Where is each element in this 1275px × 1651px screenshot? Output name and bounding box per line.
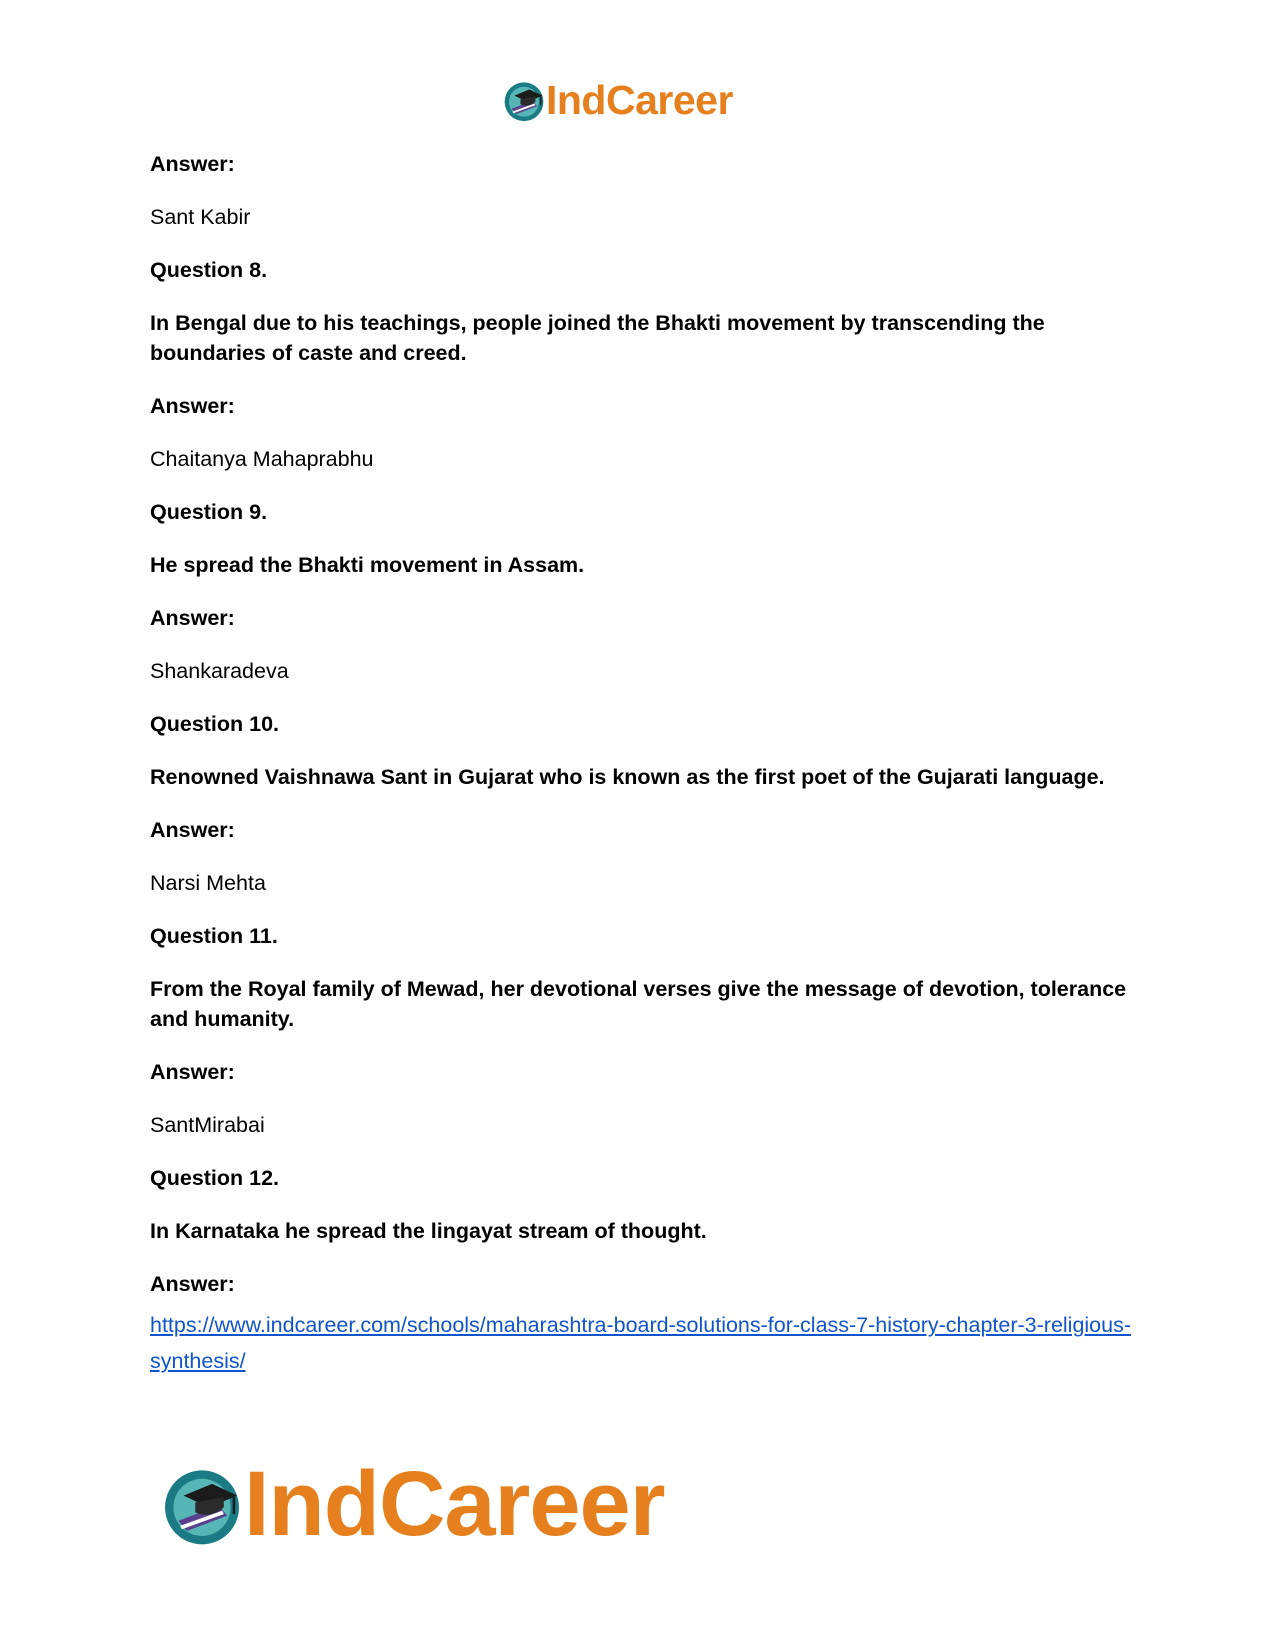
answer-text: Narsi Mehta [150, 871, 266, 895]
answer-label: Answer: [150, 606, 235, 630]
answer-text: Sant Kabir [150, 205, 251, 229]
answer-text: Shankaradeva [150, 659, 289, 683]
question-text: He spread the Bhakti movement in Assam. [150, 553, 585, 577]
question-text: Renowned Vaishnawa Sant in Gujarat who is known as the first poet of the Gujarati language. [150, 765, 1105, 789]
source-link[interactable]: https://www.indcareer.com/schools/maharashtra-board-solutions-for-class-7-history-chapter-3-religious-synthesis/ [150, 1313, 1132, 1373]
indcareer-globe-icon [160, 1462, 244, 1546]
header-logo [502, 78, 733, 122]
indcareer-globe-icon [502, 78, 546, 122]
answer-label: Answer: [150, 394, 235, 418]
answer-label: Answer: [150, 1272, 235, 1296]
answer-label: Answer: [150, 152, 235, 176]
answer-text: Chaitanya Mahaprabhu [150, 447, 374, 471]
answer-label: Answer: [150, 818, 235, 842]
question-text: In Karnataka he spread the lingayat stream of thought. [150, 1219, 707, 1243]
answer-text: SantMirabai [150, 1113, 265, 1137]
question-number: Question 12. [150, 1166, 280, 1190]
question-number: Question 10. [150, 712, 280, 736]
footer-logo [160, 1453, 665, 1555]
question-number: Question 9. [150, 500, 268, 524]
answer-label: Answer: [150, 1060, 235, 1084]
question-text: In Bengal due to his teachings, people joined the Bhakti movement by transcending the boundaries of caste and creed. [150, 311, 1045, 365]
logo-wordmark: IndCareer [546, 76, 733, 123]
logo-wordmark: IndCareer [244, 1453, 665, 1555]
question-text: From the Royal family of Mewad, her devotional verses give the message of devotion, tolerance and humanity. [150, 977, 1127, 1031]
question-number: Question 11. [150, 924, 278, 948]
document-body [150, 149, 1140, 1379]
question-number: Question 8. [150, 258, 268, 282]
